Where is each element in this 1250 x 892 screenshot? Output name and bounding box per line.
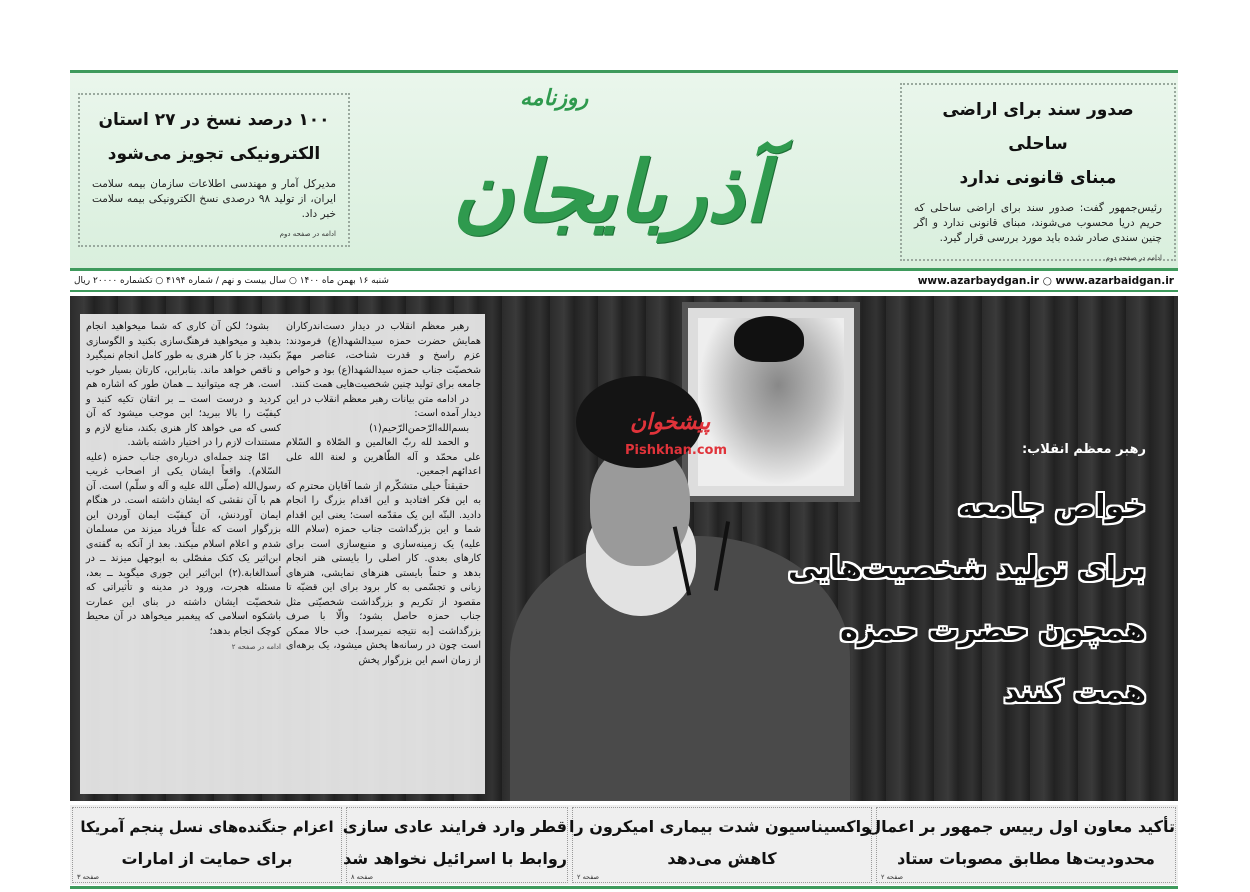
headline-line: برای تولید شخصیت‌هایی [788,551,1146,586]
headline-line: همت کنند [1003,675,1146,710]
article-column-left [86,320,281,652]
paragraph: بسم‌الله‌الرّحمن‌الرّحیم(۱) [369,422,469,434]
story-kicker: رهبر معظم انقلاب: [1021,442,1146,457]
issue-date: شنبه ۱۶ بهمن ماه ۱۴۰۰ ○ سال بیست و نهم / شماره ۴۱۹۴ ○ تکشماره ۲۰۰۰۰ ریال [74,276,389,286]
paragraph: در ادامه متن بیانات رهبر معظم انقلاب در این دیدار آمده است: [286,393,481,419]
headline-line: همچون حضرت حمزه [840,613,1146,648]
website-links[interactable]: www.azarbaydgan.ir ○ www.azarbaidgan.ir [917,275,1174,287]
header-rule [70,268,1178,271]
article-column-right [286,320,481,668]
story-title: اعزام جنگنده‌های نسل پنجم آمریکا [80,818,334,836]
bottom-story[interactable] [342,807,568,883]
story-title: واکسیناسیون شدت بیماری امیکرون را [569,817,871,836]
teaser-body: مدیرکل آمار و مهندسی اطلاعات سازمان بیمه سلامت ایران، از تولید ۹۸ درصدی نسخ الکترونیکی بیمه سلامت خبر داد. [92,178,336,220]
bottom-headlines [70,805,1178,885]
bottom-story[interactable] [569,807,872,883]
story-title: روابط با اسرائیل نخواهد شد [343,849,567,868]
continued-note: ادامه در صفحه دوم [1105,254,1162,262]
story-title: برای حمایت از امارات [121,849,293,868]
story-title: قطر وارد فرایند عادی سازی [342,817,567,836]
masthead-name: آذربایجان [452,142,768,241]
story-title: تأکید معاون اول رییس جمهور بر اعمال [867,817,1175,836]
watermark-url: Pishkhan.com [625,443,728,458]
right-teaser-box[interactable] [900,83,1176,261]
dateline-bar [70,272,1178,290]
teaser-headline: ۱۰۰ درصد نسخ در ۲۷ استان [98,110,330,130]
teaser-headline: صدور سند برای اراضی ساحلی [942,100,1134,154]
bottom-story[interactable] [72,807,342,883]
paragraph: حقیقتاً خیلی متشکّرم از شما آقایان محترم که به این فکر افتادید و این اقدام بزرگ را انجام دادید. البتّه این یک مقدّمه است؛ یعنی این اقدام شما و این بزرگداشت جناب حمزه (سلام الله علیه) یک زمینه‌سازی و منبع‌سازی است برای کارهای بعدی. کار اصلی را بایستی هنر انجام بدهد و حتماً بایستی هنرهای نمایشی، هنرهای زبانی و تجسّمی به کار برود برای این قضیّه تا مقصود از تکریم و بزرگداشت شخصیّتی مثل جناب حمزه حاصل بشود؛ والّا با صرف بزرگداشت [به نتیجه نمیرسد]. خب حالا ممکن است چون در رسانه‌ها پخش میشود، یک برهه‌ای از زمان اسم این بزرگوار پخش [286,480,481,666]
newspaper-front-page [70,70,1178,892]
watermark-logo: پیشخوان [630,410,711,435]
masthead-subtitle: روزنامه [520,86,589,111]
continued-note[interactable]: ادامه در صفحه ۲ [231,643,281,651]
paragraph: امّا چند جمله‌ای درباره‌ی جناب حمزه (علیه السّلام). واقعاً ایشان یکی از اصحاب غریب رسول‌الله (صلّی الله علیه و آله و سلّم) است. آن هم با آن نقشی که ایشان داشته است. در هنگام ایمان آوردنش، آن کیفیّت ایمان آوردن این بزرگوار است که علناً فریاد میزند من مسلمان شدم و اعلام اسلام میکند. بعد از آنکه به گفته‌ی ابن‌اثیر یک کتک مفصّلی به ابوجهل میزند ــ در اُسدالغابة.(۲) ابن‌اثیر این جوری میگوید ــ بعد، مسئله هجرت، ورود در مدینه و تأثیراتی که شخصیّت ایشان داشته در بنای این عمارت باشکوه اسلامی که پیغمبر میخواهد در آن محیط کوچک انجام بدهد؛ [86,451,281,637]
page-ref: صفحه ۸ [351,873,374,881]
paragraph: و الحمد لله ربّ العالمین و الصّلاة و السّلام علی محمّد و آله الطّاهرین و لعنة الله علی اعدائهم اجمعین. [286,437,481,477]
dateline-rule [70,290,1178,292]
lead-photo [70,296,1178,801]
masthead-logo [410,77,810,267]
teaser-headline: مبنای قانونی ندارد [959,168,1117,188]
continued-note: ادامه در صفحه دوم [279,230,336,238]
page-ref: صفحه ۳ [77,873,100,881]
bottom-story[interactable] [867,807,1176,883]
paragraph: بشود؛ لکن آن کاری که شما میخواهید انجام بدهید و میخواهید فرهنگ‌سازی بکنید و الگوسازی بکنید، جز با کار هنری به طور کامل انجام نمیگیرد و ناقص خواهد ماند. بنابراین، کارتان بسیار خوب است. هر چه میتوانید ــ همان طور که اشاره هم کردید و درست است ــ بر اتقان تکیه کنید و کیفیّت را بالا ببرید؛ این موجب میشود که آن کسی که می خواهد کار هنری بکند، منابع لازم و مستندات لازم را در اختیار داشته باشد. [86,321,281,448]
page-ref: صفحه ۲ [881,873,904,881]
headline-line: خواص جامعه [957,489,1146,524]
bottom-rule [70,886,1178,889]
page-ref: صفحه ۲ [577,873,600,881]
teaser-body: رئیس‌جمهور گفت: صدور سند برای اراضی ساحلی که حریم دریا محسوب می‌شوند، مبنای قانونی ندارد و اگر چنین سندی صادر شده باید مورد بررسی قرار گیرد. [914,202,1162,244]
left-teaser-box[interactable] [78,93,350,247]
story-title: محدودیت‌ها مطابق مصوبات ستاد [897,849,1155,868]
masthead-area [70,73,1178,269]
lead-headline[interactable] [788,476,1146,724]
paragraph: رهبر معظم انقلاب در دیدار دست‌اندرکاران همایش حضرت حمزه سیدالشهدا(ع) فرمودند: عزم راسخ و قدرت شناخت، عناصر مهمّ شخصیّت جناب حمزه سیدالشهدا(ع) بود و خواص جامعه برای تولید چنین شخصیت‌هایی همت کنند. [286,321,481,390]
teaser-headline: الکترونیکی تجویز می‌شود [107,144,321,164]
article-text-panel [80,314,485,794]
story-title: کاهش می‌دهد [667,849,777,868]
